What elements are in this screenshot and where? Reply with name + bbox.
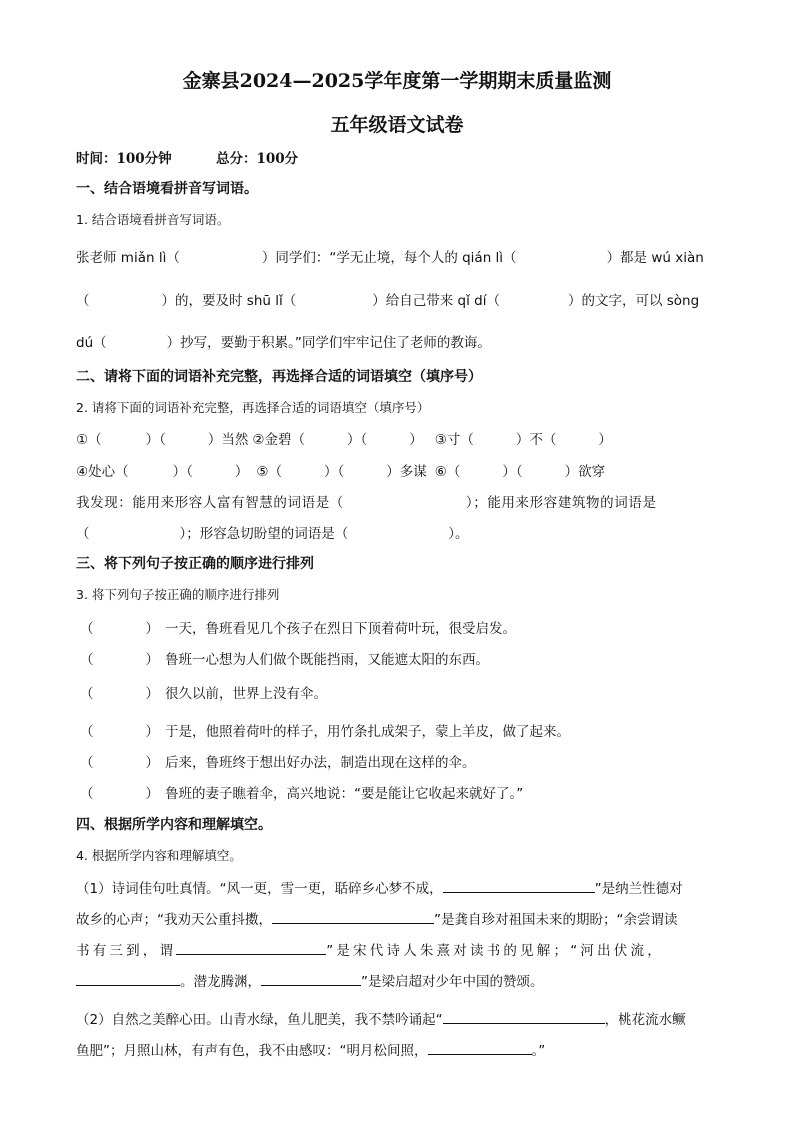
- order-sentence: 鲁班一心想为人们做个既能挡雨，又能遮太阳的东西。: [165, 652, 489, 668]
- order-sentence: 于是，他照着荷叶的样子，用竹条扎成架子，蒙上羊皮，做了起来。: [165, 724, 570, 740]
- q1-line-1: [76, 246, 704, 266]
- q2-find-line-1: [76, 491, 657, 511]
- q4-p2-line-2: [76, 1039, 545, 1059]
- q2-text: ③寸（: [434, 432, 474, 448]
- q4-text: ”是梁启超对少年中国的赞颂。: [361, 974, 544, 990]
- exam-title: 金寨县2024—2025学年度第一学期期末质量监测: [182, 70, 612, 92]
- order-bracket: ）: [145, 755, 159, 771]
- answer-line[interactable]: [176, 940, 326, 955]
- q1-line-3: [76, 331, 491, 351]
- answer-line[interactable]: [443, 878, 595, 893]
- q2-text: ）（: [145, 432, 166, 448]
- order-item: [80, 682, 327, 702]
- answer-line[interactable]: [76, 971, 180, 986]
- q4-text: （1）诗词佳句吐真情。“风一更，雪一更，聒碎乡心梦不成，: [76, 881, 443, 897]
- q4-text: ”是龚自珍对祖国未来的期盼；“余尝谓读: [434, 912, 678, 928]
- q1-text: ）抄写，要勤于积累。”同学们牢牢记住了老师的教诲。: [166, 335, 491, 351]
- q2-text: ）；能用来形容建筑物的词语是: [465, 495, 657, 511]
- section-heading-4: 四、根据所学内容和理解填空。: [76, 817, 272, 833]
- q4-text: ，桃花流水鳜: [604, 1012, 686, 1028]
- q4-text: 。潜龙腾渊，: [180, 974, 261, 990]
- q2-text: ）多谋: [386, 464, 427, 480]
- order-bracket: （: [80, 686, 94, 702]
- order-item: [80, 648, 489, 668]
- question-2-prompt: 2. 请将下面的词语补充完整，再选择合适的词语填空（填序号）: [76, 400, 430, 415]
- order-bracket: ）: [145, 686, 159, 702]
- q2-text: ）: [234, 464, 249, 480]
- q2-text: ）（: [346, 432, 368, 448]
- order-item: [80, 782, 523, 802]
- question-4-prompt: 4. 根据所学内容和理解填空。: [76, 848, 242, 863]
- q4-p1-line-1: [76, 877, 683, 897]
- q2-text: ）当然: [207, 432, 249, 448]
- order-sentence: 后来，鲁班终于想出好办法，制造出现在这样的伞。: [165, 755, 476, 771]
- q4-text: ”是宋代诗人朱熹对读书的见解；“河出伏流，: [326, 943, 664, 959]
- q4-text: 。”: [531, 1043, 546, 1059]
- answer-line[interactable]: [272, 909, 434, 924]
- order-item: [80, 720, 570, 740]
- q2-text: ⑥（: [434, 464, 461, 480]
- order-bracket: ）: [145, 652, 159, 668]
- answer-line[interactable]: [261, 971, 361, 986]
- q2-text: ）欲穿: [564, 464, 606, 480]
- q1-text: ）都是 wú xiàn: [606, 250, 704, 266]
- q2-text: ①（: [76, 432, 102, 448]
- q2-row-1: [76, 428, 612, 448]
- order-bracket: ）: [145, 621, 159, 637]
- q2-row-2: [76, 460, 605, 480]
- order-item: [80, 617, 516, 637]
- q4-p1-line-2: [76, 908, 678, 928]
- q2-text: ）。: [448, 526, 469, 542]
- q4-text: ”是纳兰性德对: [594, 881, 683, 897]
- order-item: [80, 751, 476, 771]
- section-heading-2: 二、请将下面的词语补充完整，再选择合适的词语填空（填序号）: [76, 369, 482, 385]
- order-sentence: 很久以前，世界上没有伞。: [165, 686, 327, 702]
- q4-text: 故乡的心声；“我劝天公重抖擞，: [76, 912, 272, 928]
- exam-time: 时间：100分钟: [76, 151, 172, 167]
- q2-text: ）（: [323, 464, 345, 480]
- q2-text: ④处心（: [76, 464, 129, 480]
- q1-text: ）同学们：“学无止境，每个人的 qián lì（: [261, 250, 517, 266]
- question-1-prompt: 1. 结合语境看拼音写词语。: [76, 212, 230, 227]
- order-bracket: ）: [145, 724, 159, 740]
- order-sentence: 鲁班的妻子瞧着伞，高兴地说：“要是能让它收起来就好了。”: [165, 786, 524, 802]
- order-bracket: （: [80, 621, 94, 637]
- q1-text: 张老师 miǎn lì（: [76, 250, 180, 266]
- section-heading-3: 三、将下列句子按正确的顺序进行排列: [76, 556, 314, 572]
- q2-text: ②金碧（: [252, 432, 305, 448]
- exam-subtitle: 五年级语文试卷: [330, 114, 464, 136]
- q1-text: ）给自己带来 qǐ dí（: [372, 293, 500, 309]
- q1-text: ）的，要及时 shū lǐ（: [161, 293, 297, 309]
- q2-text: ⑤（: [256, 464, 282, 480]
- q2-text: ）；形容急切盼望的词语是（: [179, 526, 349, 542]
- q2-text: ）: [598, 432, 612, 448]
- section-heading-1: 一、结合语境看拼音写词语。: [76, 181, 258, 197]
- q1-text: （: [76, 293, 90, 309]
- exam-total-score: 总分：100分: [216, 151, 299, 167]
- q4-text: （2）自然之美醉心田。山青水绿，鱼儿肥美，我不禁吟诵起“: [76, 1012, 443, 1028]
- q2-text: ）不（: [515, 432, 557, 448]
- order-bracket: （: [80, 724, 94, 740]
- q4-text: 书有三到，谓: [76, 943, 177, 959]
- q2-text: （: [76, 526, 90, 542]
- order-bracket: （: [80, 652, 94, 668]
- order-sentence: 一天，鲁班看见几个孩子在烈日下顶着荷叶玩，很受启发。: [165, 621, 516, 637]
- q1-text: ）的文字，可以 sòng: [567, 293, 700, 309]
- q1-line-2: [76, 289, 699, 309]
- answer-line[interactable]: [443, 1009, 605, 1024]
- question-3-prompt: 3. 将下列句子按正确的顺序进行排列: [76, 587, 280, 602]
- q4-p2-line-1: [76, 1008, 686, 1028]
- q2-text: ）（: [172, 464, 193, 480]
- q2-text: 我发现：能用来形容人富有智慧的词语是（: [76, 495, 344, 511]
- q2-text: ）: [409, 432, 423, 448]
- q1-text: dú（: [76, 335, 107, 351]
- q4-p1-line-3: [76, 939, 664, 959]
- order-bracket: （: [80, 755, 94, 771]
- order-bracket: （: [80, 786, 94, 802]
- order-bracket: ）: [145, 786, 159, 802]
- q2-text: ）（: [502, 464, 523, 480]
- q2-find-line-2: [76, 522, 469, 542]
- q4-p1-line-4: [76, 970, 544, 990]
- answer-line[interactable]: [428, 1040, 532, 1055]
- q4-text: 鱼肥”；月照山林，有声有色，我不由感叹：“明月松间照，: [76, 1043, 428, 1059]
